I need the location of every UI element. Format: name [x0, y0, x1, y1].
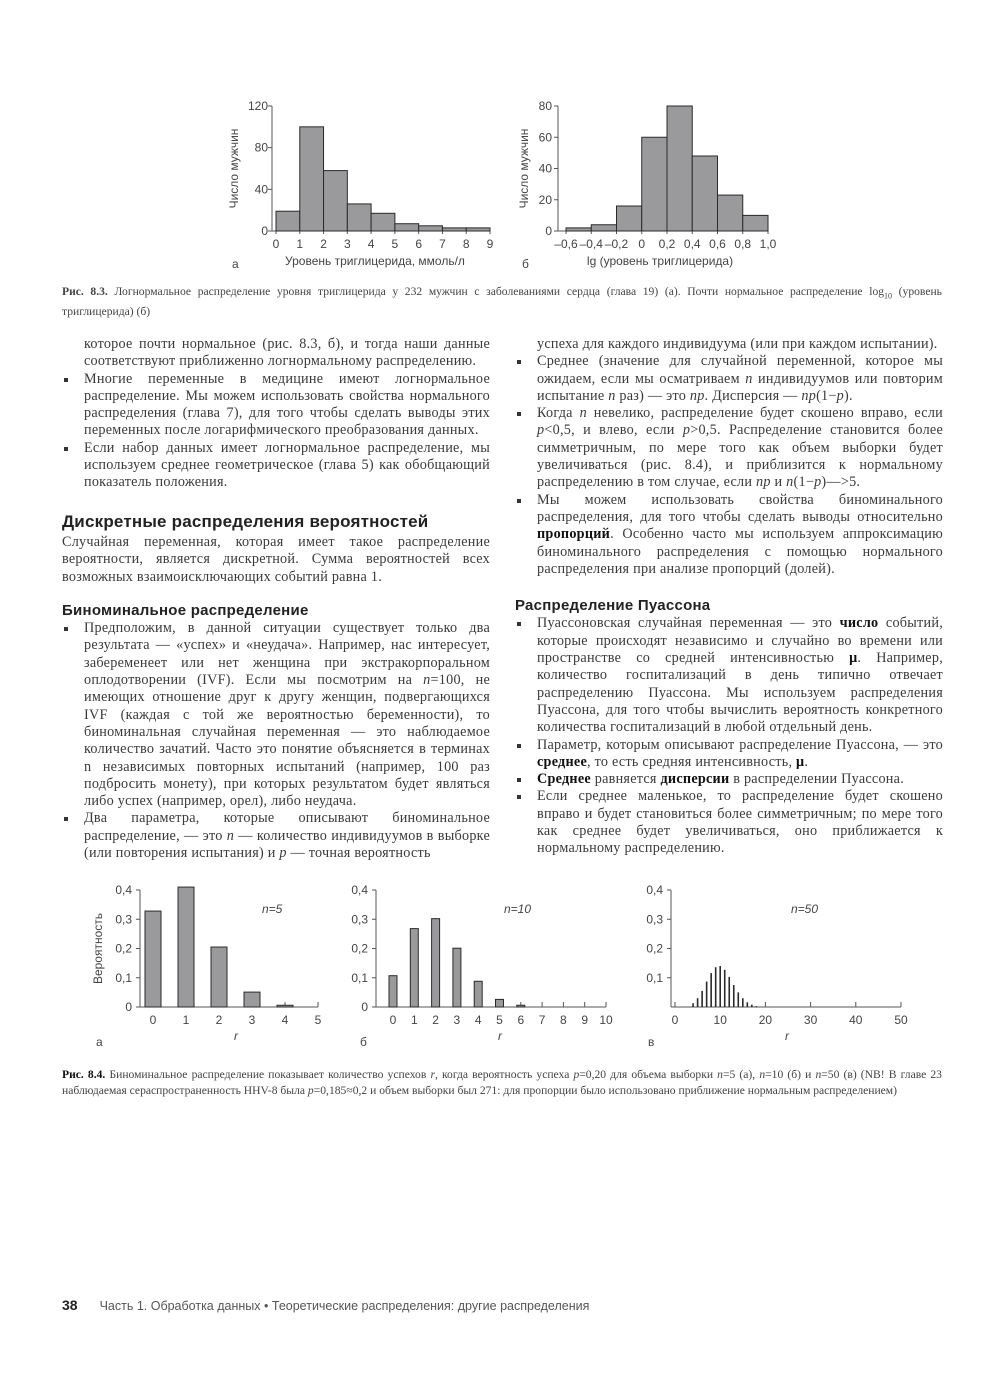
text-segment: индивидуумов или повторим испытание	[537, 370, 943, 404]
text-segment: Если среднее маленькое, то распределение будет скошено вправо и будет становиться более симметричным; по мере того как среднее будет увеличиваться, оно приближается к нормальному распределению.	[537, 788, 943, 857]
text-segment: n	[745, 370, 753, 387]
text-segment: Рис. 8.4.	[62, 1068, 106, 1081]
text-segment: p	[279, 845, 287, 862]
right-column	[515, 336, 943, 858]
text-segment: <0,5, и влево, если	[544, 422, 683, 439]
bullet-item	[515, 771, 943, 788]
bar	[347, 204, 371, 231]
y-tick-label: 0	[361, 1000, 368, 1014]
text-segment: равняется	[590, 771, 661, 788]
x-tick-label: 2	[320, 237, 327, 251]
x-tick-label: 0,2	[658, 237, 676, 251]
text-segment: .	[804, 753, 809, 770]
y-tick-label: 0,3	[646, 912, 663, 927]
bar	[617, 206, 642, 231]
text-segment: Случайная переменная, которая имеет такое распределение вероятности, является дискретной. Сумма вероятностей всех возможных взаимоисключающих событий равна 1.	[62, 533, 490, 585]
bar	[701, 991, 703, 1007]
bar	[706, 982, 708, 1007]
text-segment: Мы можем использовать свойства биноминального распределения, для того чтобы сделать выводы относительно	[537, 491, 943, 525]
bar	[566, 228, 591, 231]
left-column	[62, 336, 490, 862]
y-axis-label: Число мужчин	[517, 128, 531, 209]
text-segment: среднее	[537, 753, 587, 770]
bar	[389, 976, 397, 1007]
x-tick-label: 2	[432, 1013, 439, 1027]
text-segment: в распределении Пуассона.	[729, 771, 904, 788]
text-segment: n	[759, 1068, 766, 1081]
x-axis-label: r	[785, 1029, 789, 1043]
subsection-heading	[515, 597, 943, 614]
bullet-item	[515, 405, 943, 491]
text-segment: μ	[796, 753, 805, 770]
x-axis-label: Уровень триглицерида, ммоль/л	[285, 254, 465, 268]
bar	[300, 127, 324, 231]
bar	[692, 156, 717, 231]
x-tick-label: 40	[849, 1013, 863, 1027]
bar	[747, 1002, 749, 1007]
bar	[728, 977, 730, 1007]
text-segment: p	[307, 1083, 314, 1097]
figure-8-3-caption	[62, 284, 942, 319]
text-segment: )—>5.	[821, 474, 861, 491]
bullet-item	[62, 620, 490, 810]
x-tick-label: 0	[149, 1013, 157, 1027]
bar	[432, 919, 440, 1007]
bullet-item	[515, 737, 943, 772]
text-segment: Пуассоновская случайная переменная — это	[537, 615, 840, 632]
text-segment: =5 (а),	[722, 1068, 760, 1081]
x-tick-label: 0	[638, 237, 646, 251]
section-heading	[62, 513, 490, 530]
text-segment: и	[770, 474, 787, 491]
x-tick-label: 9	[486, 237, 494, 251]
y-tick-label: 40	[254, 182, 268, 197]
bar	[410, 929, 418, 1007]
bar	[324, 171, 348, 231]
y-axis-label: Число мужчин	[227, 128, 241, 209]
y-tick-label: 0,4	[646, 883, 663, 897]
text-segment: np	[689, 387, 705, 404]
x-tick-label: 3	[453, 1013, 461, 1027]
x-tick-label: 1	[296, 237, 304, 251]
x-tick-label: 8	[560, 1013, 567, 1027]
text-segment: n	[717, 1068, 723, 1081]
bar	[466, 228, 490, 231]
panel-label: б	[522, 257, 529, 271]
text-segment: дисперсии	[660, 771, 730, 788]
page-number: 38	[62, 1297, 78, 1313]
x-tick-label: 8	[462, 237, 470, 251]
x-tick-label: 9	[581, 1013, 589, 1027]
text-segment: Биноминальное распределение	[62, 601, 309, 619]
y-tick-label: 40	[538, 161, 552, 176]
y-tick-label: 0,3	[115, 912, 132, 927]
x-tick-label: 4	[474, 1013, 482, 1027]
bar	[751, 1005, 753, 1007]
text-segment: ).	[844, 387, 853, 404]
y-tick-label: 0,4	[351, 883, 368, 897]
text-segment: — точная вероятность	[286, 845, 431, 862]
x-tick-label: 10	[599, 1013, 613, 1027]
x-tick-label: 7	[439, 237, 446, 251]
bar	[697, 998, 699, 1007]
text-segment: p	[814, 474, 822, 491]
text-segment: n	[423, 672, 431, 689]
bullet-item	[62, 440, 490, 492]
text-segment: n	[786, 474, 794, 491]
text-segment: невелико, распределение будет скошено вправо, если	[586, 405, 943, 422]
text-segment: Среднее	[537, 771, 591, 788]
bar	[419, 226, 443, 231]
y-axis-label: Вероятность	[91, 912, 105, 985]
sample-size-annotation: n=50	[791, 902, 819, 916]
bar	[145, 911, 161, 1007]
bar	[496, 999, 504, 1007]
text-segment: . Дисперсия —	[704, 387, 802, 404]
x-tick-label: 1	[410, 1013, 418, 1027]
bar	[178, 887, 194, 1007]
x-tick-label: 4	[281, 1013, 289, 1027]
text-segment: Предположим, в данной ситуации существует только два результата — «успех» и «неудача». Например, нас интересует, забеременеет или нет женщина при экстракорпоральном оплодотворении (IVF). Если мы посмотрим на	[84, 620, 490, 689]
text-segment: . Например, количество госпитализаций в день типично отвечает распределению Пуассона. Мы используем распределения Пуассона, для того чтобы вычислить вероятность конкретного количества госпитализаций в любой отдельный день.	[537, 650, 943, 736]
bar	[474, 981, 482, 1007]
y-tick-label: 80	[254, 140, 268, 155]
paragraph	[62, 534, 490, 586]
x-tick-label: –0,2	[604, 237, 629, 251]
x-tick-label: 3	[343, 237, 351, 251]
y-tick-label: 0	[125, 1000, 132, 1014]
caption-label: Рис. 8.3.	[62, 285, 108, 298]
text-segment: Биноминальное распределение показывает количество успехов	[105, 1068, 431, 1081]
bar	[276, 211, 300, 231]
figure-8-4-caption	[62, 1067, 942, 1098]
bullet-item	[515, 615, 943, 736]
text-segment: успеха для каждого индивидуума (или при каждом испытании).	[537, 336, 938, 352]
text-segment: Два параметра, которые описывают биноминальное распределение, — это	[84, 810, 490, 844]
caption-tail: (уровень триглицерида) (б)	[62, 285, 942, 318]
x-tick-label: 2	[215, 1013, 223, 1027]
bar	[742, 998, 744, 1007]
bar	[667, 106, 692, 231]
x-tick-label: 5	[314, 1013, 322, 1027]
y-tick-label: 20	[538, 192, 552, 207]
bar	[756, 1006, 758, 1007]
caption-text: Логнормальное распределение уровня триглицерида у 232 мужчин с заболеваниями сердца (глава 19) (а). Почти нормальное распределение	[107, 285, 870, 298]
bar	[733, 985, 735, 1007]
text-segment: n	[579, 405, 587, 422]
text-segment: . Особенно часто мы используем аппроксимацию биноминального распределения с помощью нормального распределения при анализе пропорций (долей).	[537, 526, 943, 577]
y-tick-label: 0,1	[115, 970, 132, 985]
x-tick-label: 50	[894, 1013, 908, 1027]
x-tick-label: 5	[391, 237, 399, 251]
x-tick-label: 1	[182, 1013, 190, 1027]
text-segment: Распределение Пуассона	[515, 597, 711, 615]
text-segment: n	[815, 1068, 822, 1081]
bar	[642, 137, 667, 231]
text-segment: которое почти нормальное (рис. 8.3, б), и тогда наши данные соответствуют приближенно логнормальному распределению.	[84, 336, 490, 370]
text-segment: =50 (в) (NB! В главе 23 наблюдаемая сераспространенность HHV-8 была	[62, 1068, 942, 1097]
y-tick-label: 0,2	[646, 941, 663, 956]
bar	[277, 1005, 293, 1007]
bullet-item	[62, 810, 490, 862]
caption-log: log	[869, 285, 885, 298]
text-segment: , то есть средняя интенсивность,	[587, 753, 797, 770]
x-tick-label: 4	[367, 237, 375, 251]
text-segment: =0,185≈0,2 и объем выборки был 271: для пропорции было использовано приближение нормальным распределением)	[313, 1083, 898, 1097]
text-segment: Дискретные распределения вероятностей	[62, 511, 429, 531]
y-tick-label: 0	[545, 224, 552, 238]
x-tick-label: 0,8	[734, 237, 752, 251]
bullet-item	[515, 492, 943, 578]
bar	[710, 973, 712, 1007]
x-tick-label: 1,0	[759, 237, 777, 251]
bar	[737, 992, 739, 1007]
x-tick-label: –0,4	[579, 237, 603, 251]
bar	[442, 228, 466, 231]
text-segment: число	[839, 615, 879, 632]
y-tick-label: 0,1	[351, 970, 368, 985]
text-segment: r	[430, 1068, 435, 1081]
x-tick-label: 20	[758, 1013, 773, 1027]
text-segment: Если набор данных имеет логнормальное распределение, мы используем среднее геометрическое (глава 5) как обобщающий показатель положения.	[84, 439, 490, 491]
text-segment: пропорций	[537, 526, 611, 543]
y-tick-label: 0,4	[115, 883, 132, 897]
sample-size-annotation: n=10	[504, 902, 532, 916]
subsection-heading	[62, 602, 490, 619]
text-segment: Параметр, которым описывают распределение Пуассона, — это	[537, 736, 943, 753]
y-tick-label: 0,2	[115, 941, 132, 956]
page-footer	[62, 1297, 589, 1313]
text-segment: =0,20 для объема выборки	[579, 1068, 718, 1081]
text-segment: μ	[849, 650, 858, 667]
x-tick-label: 3	[248, 1013, 256, 1027]
x-tick-label: 0	[389, 1013, 397, 1027]
bar	[244, 992, 260, 1007]
caption-log-base: 10	[884, 291, 893, 301]
x-tick-label: 0,4	[683, 237, 701, 251]
x-tick-label: –0,6	[554, 237, 578, 251]
text-segment: , когда вероятность успеха	[434, 1068, 574, 1081]
bar	[715, 967, 717, 1007]
text-segment: — количество индивидуумов в выборке (или повторения испытания) и	[84, 827, 490, 862]
sample-size-annotation: n=5	[262, 902, 283, 916]
x-tick-label: 0	[272, 237, 280, 251]
text-segment: p	[537, 422, 545, 439]
y-tick-label: 0	[261, 224, 268, 238]
paragraph-continuation	[62, 336, 490, 371]
bullet-item	[62, 371, 490, 440]
text-segment: Среднее (значение для случайной переменной, которое мы ожидаем, если мы осматриваем	[537, 353, 943, 387]
bar	[453, 948, 461, 1007]
bar	[743, 215, 768, 231]
x-tick-label: 0,6	[709, 237, 726, 251]
panel-label: а	[96, 1035, 103, 1049]
y-tick-label: 60	[538, 130, 552, 145]
x-tick-label: 0	[671, 1013, 679, 1027]
bullet-item	[515, 353, 943, 405]
text-segment: p	[836, 387, 844, 404]
panel-label: б	[360, 1035, 367, 1049]
text-segment: np	[801, 387, 817, 404]
x-tick-label: 6	[415, 237, 423, 251]
bar	[719, 966, 721, 1007]
text-segment: Многие переменные в медицине имеют логнормальное распределение. Мы можем использовать свойства нормального распределения (глава 7), для того чтобы сделать выводы этих переменных после логарифмического преобразования данных.	[84, 370, 490, 439]
bar	[692, 1003, 694, 1007]
y-tick-label: 0,3	[351, 912, 368, 927]
panel-label: а	[232, 257, 239, 271]
bar	[724, 970, 726, 1007]
bar	[395, 224, 419, 231]
text-segment: =100, не имеющих отношение друг к другу женщин, подвергающихся IVF (каждая с той же вероятностью беременности), то биноминальная случайная переменная — это наблюдаемое количество зачатий. Часто это понятие объясняется в терминах n независимых повторных испытаний (например, 100 раз подбросить монету), при которых результатом будет являться либо успех (например, орел), либо неудача.	[84, 672, 490, 810]
footer-separator: •	[264, 1299, 269, 1313]
x-axis-label: lg (уровень триглицерида)	[586, 254, 734, 268]
bar	[718, 195, 743, 231]
text-segment: n	[226, 827, 235, 844]
text-segment: (1−	[816, 387, 837, 404]
bar	[211, 947, 227, 1007]
x-axis-label: r	[234, 1029, 238, 1043]
text-segment: событий, которые происходят независимо и случайно во времени или пространстве со средней интенсивностью	[537, 615, 943, 667]
text-segment: p	[573, 1068, 580, 1081]
y-tick-label: 0,2	[351, 941, 368, 956]
bar	[591, 225, 616, 231]
text-segment: =10 (б) и	[765, 1068, 816, 1081]
footer-chapter: Теоретические распределения: другие распределения	[271, 1299, 590, 1313]
text-segment: >0,5. Распределение становится более симметричным, по мере того как объем выборки будет увеличиваться (рис. 8.4), и приблизится к нормальному распределению в том случае, если	[537, 422, 943, 491]
x-tick-label: 5	[496, 1013, 503, 1027]
x-tick-label: 6	[517, 1013, 525, 1027]
bullet-item	[515, 788, 943, 857]
y-tick-label: 120	[247, 99, 268, 113]
footer-part: Часть 1. Обработка данных	[99, 1299, 261, 1313]
y-tick-label: 80	[538, 99, 552, 113]
panel-label: в	[648, 1035, 655, 1049]
x-tick-label: 7	[538, 1013, 546, 1027]
text-segment: (1−	[793, 474, 815, 491]
x-axis-label: r	[498, 1029, 502, 1043]
x-tick-label: 30	[803, 1013, 818, 1027]
bar	[371, 213, 395, 231]
paragraph-continuation	[515, 336, 943, 353]
text-segment: n	[608, 387, 616, 404]
bar	[517, 1005, 525, 1007]
x-tick-label: 10	[713, 1013, 727, 1027]
text-segment: раз) — это	[615, 387, 690, 404]
y-tick-label: 0,1	[646, 970, 663, 985]
text-segment: np	[756, 474, 771, 491]
text-segment: Когда	[537, 405, 580, 422]
text-segment: p	[682, 422, 691, 439]
